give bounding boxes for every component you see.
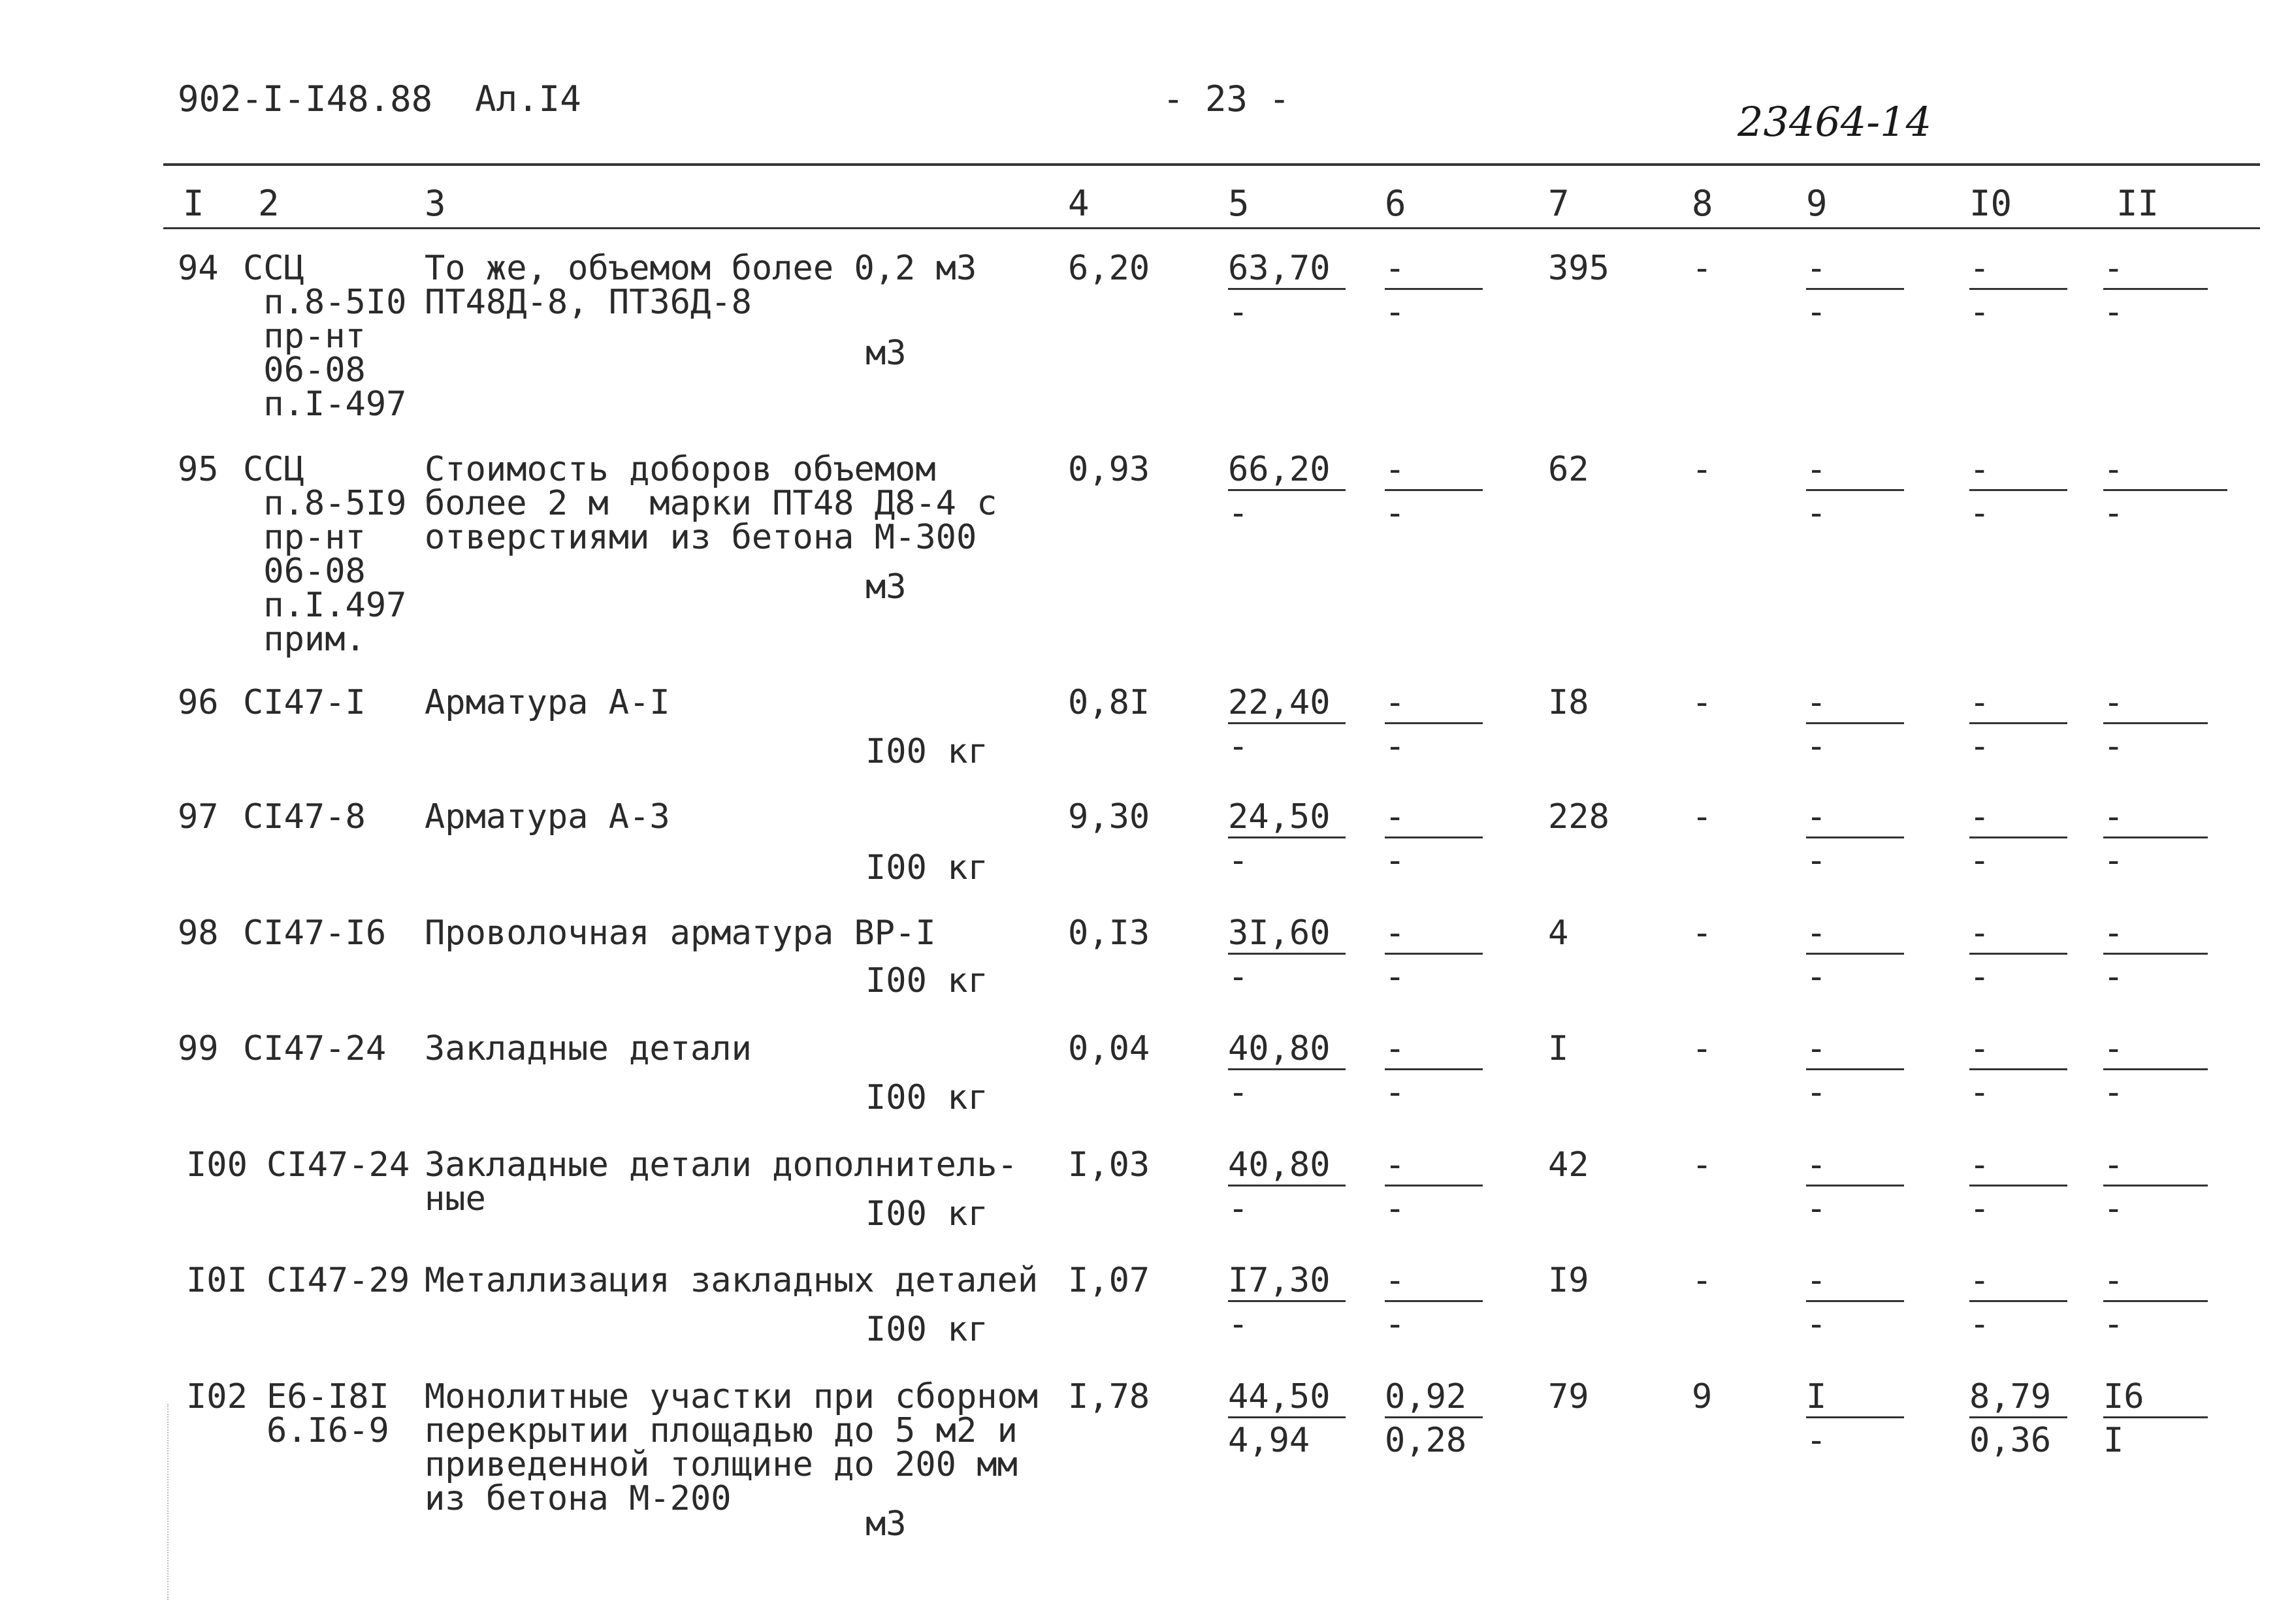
norm-code: СI47-29 [267, 1261, 410, 1300]
column-number: 4 [1068, 183, 1090, 224]
col10-top: - [1969, 251, 2067, 290]
quantity: 0,04 [1068, 1029, 1150, 1068]
col9-fraction [1806, 1029, 1904, 1112]
unit-cost-fraction [1228, 251, 1346, 330]
col11-bottom: - [2103, 727, 2124, 766]
col11-bottom: - [2103, 1073, 2124, 1112]
total-cost: 42 [1548, 1145, 1589, 1185]
quantity: 9,30 [1068, 797, 1150, 836]
work-description: Арматура А-3 [425, 797, 670, 836]
col9-top: - [1806, 916, 1904, 955]
wages-total: - [1692, 1261, 1713, 1300]
machine-cost-fraction [1385, 1377, 1483, 1460]
col10-bottom: 0,36 [1969, 1421, 2052, 1460]
col11-top: - [2103, 453, 2227, 491]
column-number: 7 [1548, 183, 1570, 224]
col9-top: - [1806, 453, 1904, 491]
col11-bottom: - [2103, 957, 2124, 996]
col10-top: - [1969, 800, 2067, 838]
machine-cost-fraction [1385, 1029, 1483, 1112]
unit-cost-wages: - [1228, 1305, 1249, 1344]
quantity: 0,93 [1068, 450, 1150, 489]
col10-top: - [1969, 916, 2067, 955]
machine-cost-fraction [1385, 916, 1483, 995]
machine-wages: - [1385, 293, 1406, 332]
column-number: 8 [1692, 183, 1713, 224]
col9-bottom: - [1806, 957, 1827, 996]
col10-bottom: - [1969, 957, 1990, 996]
unit-cost-total: I7,30 [1228, 1264, 1346, 1302]
handwritten-number: 23464-14 [1737, 98, 1932, 146]
row-number: I0I [186, 1261, 248, 1300]
row-number: 98 [178, 914, 219, 953]
col11-top: - [2103, 1264, 2208, 1302]
total-cost: 62 [1548, 450, 1589, 489]
col10-top: - [1969, 686, 2067, 724]
unit-cost-wages: - [1228, 494, 1249, 533]
unit-of-measure: I00 кг [865, 1078, 988, 1117]
unit-cost-wages: - [1228, 727, 1249, 766]
col10-top: 8,79 [1969, 1380, 2067, 1418]
unit-cost-wages: - [1228, 1073, 1249, 1112]
col10-bottom: - [1969, 1189, 1990, 1228]
unit-cost-fraction [1228, 450, 1346, 533]
machine-wages: - [1385, 957, 1406, 996]
machine-cost-fraction [1385, 797, 1483, 880]
total-cost: 79 [1548, 1377, 1589, 1416]
col10-top: - [1969, 1264, 2067, 1302]
col9-bottom: - [1806, 727, 1827, 766]
unit-cost-total: 24,50 [1228, 800, 1346, 838]
machine-cost: - [1385, 916, 1483, 955]
col11-top: - [2103, 686, 2208, 724]
col9-fraction [1806, 797, 1904, 880]
total-cost: 228 [1548, 797, 1609, 836]
column-number: II [2116, 183, 2159, 224]
col10-fraction [1969, 1029, 2067, 1112]
unit-cost-wages: - [1228, 841, 1249, 880]
col10-bottom: - [1969, 293, 1990, 332]
machine-cost-fraction [1385, 1145, 1483, 1228]
machine-cost: - [1385, 1148, 1483, 1186]
col10-fraction [1969, 916, 2067, 995]
machine-cost: 0,92 [1385, 1380, 1483, 1418]
col9-fraction [1806, 916, 1904, 995]
document-code: 902-I-I48.88 Ал.I4 [178, 78, 581, 119]
col10-fraction [1969, 1145, 2067, 1228]
norm-code: СI47-24 [243, 1029, 387, 1068]
unit-of-measure: I00 кг [865, 1194, 988, 1234]
unit-cost-wages: - [1228, 1189, 1249, 1228]
wages-total: - [1692, 1029, 1713, 1068]
machine-cost: - [1385, 686, 1483, 724]
col11-fraction [2103, 1029, 2208, 1112]
column-number-row [0, 183, 2294, 222]
unit-cost-fraction [1228, 683, 1346, 766]
unit-of-measure: I00 кг [865, 961, 988, 1000]
unit-cost-fraction [1228, 1377, 1346, 1460]
col10-fraction [1969, 251, 2067, 330]
machine-cost-fraction [1385, 251, 1483, 330]
col11-top: - [2103, 800, 2208, 838]
col11-top: - [2103, 1032, 2208, 1070]
unit-of-measure: I00 кг [865, 848, 988, 887]
machine-cost: - [1385, 251, 1483, 290]
col11-bottom: - [2103, 841, 2124, 880]
quantity: I,07 [1068, 1261, 1150, 1300]
norm-code: СI47-8 [243, 797, 366, 836]
machine-cost: - [1385, 1032, 1483, 1070]
work-description: То же, объемом более 0,2 м3 ПТ48Д-8, ПТ36Д-8 [425, 249, 977, 322]
col10-fraction [1969, 1261, 2067, 1344]
unit-cost-wages: 4,94 [1228, 1421, 1310, 1460]
machine-wages: - [1385, 494, 1406, 533]
machine-wages: - [1385, 727, 1406, 766]
unit-of-measure: м3 [865, 334, 907, 373]
col9-bottom: - [1806, 1305, 1827, 1344]
machine-wages: - [1385, 1073, 1406, 1112]
wages-total: 9 [1692, 1377, 1713, 1416]
work-description: Металлизация закладных деталей [425, 1261, 1039, 1300]
machine-cost: - [1385, 1264, 1483, 1302]
unit-cost-total: 40,80 [1228, 1032, 1346, 1070]
col9-fraction [1806, 1261, 1904, 1344]
col11-bottom: - [2103, 293, 2124, 332]
col10-bottom: - [1969, 1073, 1990, 1112]
wages-total: - [1692, 450, 1713, 489]
total-cost: 395 [1548, 249, 1609, 288]
col10-fraction [1969, 797, 2067, 880]
col11-bottom: I [2103, 1421, 2124, 1460]
row-number: 99 [178, 1029, 219, 1068]
col9-bottom: - [1806, 1073, 1827, 1112]
unit-cost-total: 22,40 [1228, 686, 1346, 724]
col11-fraction [2103, 683, 2208, 766]
quantity: 6,20 [1068, 249, 1150, 288]
unit-cost-total: 44,50 [1228, 1380, 1346, 1418]
col10-bottom: - [1969, 841, 1990, 880]
work-description: Закладные детали [425, 1029, 752, 1068]
unit-cost-fraction [1228, 1261, 1346, 1344]
norm-code: СI47-I [243, 683, 366, 722]
machine-cost-fraction [1385, 683, 1483, 766]
col11-bottom: - [2103, 1305, 2124, 1344]
col11-top: - [2103, 251, 2208, 290]
col10-bottom: - [1969, 727, 1990, 766]
col10-fraction [1969, 450, 2067, 533]
col9-bottom: - [1806, 293, 1827, 332]
col9-bottom: - [1806, 1189, 1827, 1228]
wages-total: - [1692, 249, 1713, 288]
unit-cost-fraction [1228, 1145, 1346, 1228]
work-description: Стоимость доборов объемом более 2 м марки ПТ48 Д8-4 с отверстиями из бетона М-300 [425, 450, 997, 557]
col9-bottom: - [1806, 494, 1827, 533]
column-number: 2 [258, 183, 280, 224]
unit-cost-total: 3I,60 [1228, 916, 1346, 955]
row-number: I02 [186, 1377, 248, 1416]
col9-fraction [1806, 450, 1904, 533]
quantity: 0,I3 [1068, 914, 1150, 953]
machine-cost-fraction [1385, 450, 1483, 533]
unit-cost-total: 63,70 [1228, 251, 1346, 290]
row-number: 94 [178, 249, 219, 288]
quantity: I,03 [1068, 1145, 1150, 1185]
unit-of-measure: м3 [865, 567, 907, 607]
col10-top: - [1969, 1032, 2067, 1070]
row-number: 97 [178, 797, 219, 836]
norm-code: ССЦ п.8-5I9 пр-нт 06-08 п.I.497 прим. [243, 450, 407, 659]
col11-fraction [2103, 1145, 2208, 1228]
page-number: - 23 - [1163, 78, 1291, 119]
wages-total: - [1692, 797, 1713, 836]
col9-fraction [1806, 1377, 1904, 1460]
total-cost: I [1548, 1029, 1569, 1068]
row-number: 96 [178, 683, 219, 722]
unit-cost-wages: - [1228, 957, 1249, 996]
total-cost: I9 [1548, 1261, 1589, 1300]
wages-total: - [1692, 1145, 1713, 1185]
machine-cost: - [1385, 453, 1483, 491]
col11-bottom: - [2103, 494, 2124, 533]
col9-top: - [1806, 800, 1904, 838]
col9-top: - [1806, 686, 1904, 724]
col9-bottom: - [1806, 841, 1827, 880]
norm-code: ССЦ п.8-5I0 пр-нт 06-08 п.I-497 [243, 249, 407, 424]
unit-cost-fraction [1228, 797, 1346, 880]
col9-top: I [1806, 1380, 1904, 1418]
column-number: 9 [1806, 183, 1828, 224]
unit-cost-fraction [1228, 1029, 1346, 1112]
col11-fraction [2103, 450, 2227, 533]
col11-fraction [2103, 1377, 2208, 1460]
col9-bottom: - [1806, 1421, 1827, 1460]
col11-fraction [2103, 251, 2208, 330]
total-cost: I8 [1548, 683, 1589, 722]
col9-top: - [1806, 1148, 1904, 1186]
col11-bottom: - [2103, 1189, 2124, 1228]
col10-bottom: - [1969, 1305, 1990, 1344]
col11-fraction [2103, 916, 2208, 995]
col9-fraction [1806, 251, 1904, 330]
unit-cost-fraction [1228, 916, 1346, 995]
machine-cost: - [1385, 800, 1483, 838]
col10-bottom: - [1969, 494, 1990, 533]
row-number: I00 [186, 1145, 248, 1185]
col11-fraction [2103, 797, 2208, 880]
column-number: 6 [1385, 183, 1406, 224]
machine-wages: 0,28 [1385, 1421, 1467, 1460]
norm-code: Е6-I8I 6.I6-9 [267, 1377, 389, 1450]
col10-top: - [1969, 453, 2067, 491]
norm-code: СI47-24 [267, 1145, 410, 1185]
total-cost: 4 [1548, 914, 1569, 953]
machine-wages: - [1385, 1305, 1406, 1344]
col9-fraction [1806, 1145, 1904, 1228]
col11-top: I6 [2103, 1380, 2208, 1418]
machine-wages: - [1385, 1189, 1406, 1228]
work-description: Проволочная арматура ВР-I [425, 914, 936, 953]
table-top-rule [163, 163, 2260, 166]
margin-dotted-line [167, 1404, 169, 1600]
col9-fraction [1806, 683, 1904, 766]
col9-top: - [1806, 251, 1904, 290]
column-number: 5 [1228, 183, 1250, 224]
col10-top: - [1969, 1148, 2067, 1186]
quantity: I,78 [1068, 1377, 1150, 1416]
unit-of-measure: м3 [865, 1505, 907, 1544]
column-number: I0 [1969, 183, 2012, 224]
column-number: 3 [425, 183, 446, 224]
col10-fraction [1969, 1377, 2067, 1460]
unit-of-measure: I00 кг [865, 732, 988, 771]
quantity: 0,8I [1068, 683, 1150, 722]
col10-fraction [1969, 683, 2067, 766]
col9-top: - [1806, 1032, 1904, 1070]
col11-fraction [2103, 1261, 2208, 1344]
work-description: Закладные детали дополнитель- ные [425, 1145, 1018, 1218]
col11-top: - [2103, 1148, 2208, 1186]
unit-cost-wages: - [1228, 293, 1249, 332]
work-description: Арматура А-I [425, 683, 670, 722]
unit-of-measure: I00 кг [865, 1310, 988, 1349]
wages-total: - [1692, 683, 1713, 722]
work-description: Монолитные участки при сборном перекрытии площадью до 5 м2 и приведенной толщине до 200 мм из бетона М-200 [425, 1377, 1039, 1518]
column-header-rule [163, 227, 2260, 229]
col11-top: - [2103, 916, 2208, 955]
row-number: 95 [178, 450, 219, 489]
column-number: I [183, 183, 204, 224]
col9-top: - [1806, 1264, 1904, 1302]
machine-wages: - [1385, 841, 1406, 880]
unit-cost-total: 66,20 [1228, 453, 1346, 491]
unit-cost-total: 40,80 [1228, 1148, 1346, 1186]
wages-total: - [1692, 914, 1713, 953]
norm-code: СI47-I6 [243, 914, 387, 953]
machine-cost-fraction [1385, 1261, 1483, 1344]
